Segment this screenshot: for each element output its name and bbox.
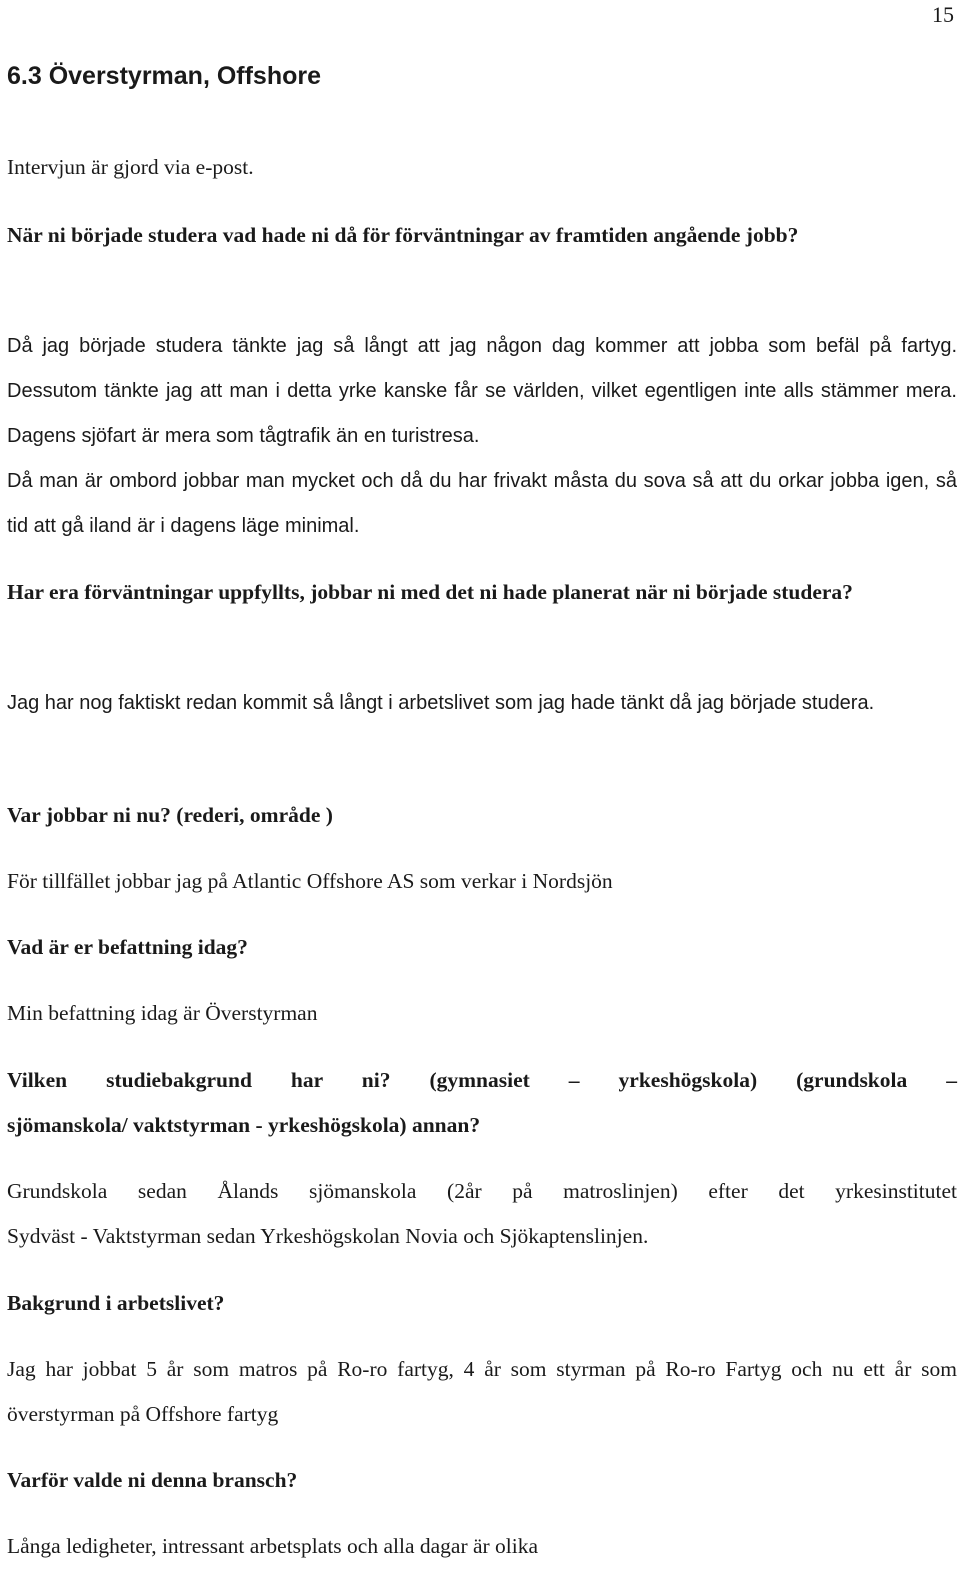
question-why-industry: Varför valde ni denna bransch? bbox=[7, 1468, 298, 1492]
answer-position: Min befattning idag är Överstyrman bbox=[7, 1001, 318, 1025]
question-education-line2: sjömanskola/ vaktstyrman - yrkeshögskola) annan? bbox=[7, 1113, 481, 1137]
question-education-line1: Vilken studiebakgrund har ni? (gymnasiet – yrkeshögskola) (grundskola – bbox=[7, 1068, 957, 1092]
page-number: 15 bbox=[932, 2, 954, 27]
answer-expectations-p1: Då jag började studera tänkte jag så långt att jag någon dag kommer att jobba som befäl på fartyg. Dessutom tänkte jag att man i detta yrke kanske får se världen, vilket egentligen inte alls stämmer mera. Dagens sjöfart är mera som tågtrafik än en turistresa. bbox=[7, 335, 957, 447]
answer-work-background: Jag har jobbat 5 år som matros på Ro-ro fartyg, 4 år som styrman på Ro-ro Fartyg och nu ett år som överstyrman på Offshore fartyg bbox=[7, 1357, 957, 1426]
intro-text: Intervjun är gjord via e-post. bbox=[7, 155, 254, 179]
answer-education-line1: Grundskola sedan Ålands sjömanskola (2år på matroslinjen) efter det yrkesinstitutet bbox=[7, 1179, 957, 1203]
section-heading: 6.3 Överstyrman, Offshore bbox=[7, 62, 322, 90]
question-workplace: Var jobbar ni nu? (rederi, område ) bbox=[7, 803, 333, 827]
answer-education bbox=[7, 1169, 957, 1259]
answer-education-line2: Sydväst - Vaktstyrman sedan Yrkeshögskolan Novia och Sjökaptenslinjen. bbox=[7, 1224, 649, 1248]
question-fulfilled: Har era förväntningar uppfyllts, jobbar ni med det ni hade planerat när ni började studera? bbox=[7, 580, 853, 604]
question-work-background: Bakgrund i arbetslivet? bbox=[7, 1291, 225, 1315]
answer-workplace: För tillfället jobbar jag på Atlantic Offshore AS som verkar i Nordsjön bbox=[7, 869, 613, 893]
answer-fulfilled: Jag har nog faktiskt redan kommit så långt i arbetslivet som jag hade tänkt då jag började studera. bbox=[7, 692, 875, 714]
answer-expectations-p2: Då man är ombord jobbar man mycket och då du har frivakt måsta du sova så att du orkar jobba igen, så tid att gå iland är i dagens läge minimal. bbox=[7, 470, 957, 537]
question-position: Vad är er befattning idag? bbox=[7, 935, 248, 959]
question-education bbox=[7, 1058, 957, 1148]
question-expectations: När ni började studera vad hade ni då för förväntningar av framtiden angående jobb? bbox=[7, 223, 799, 247]
answer-why-industry: Långa ledigheter, intressant arbetsplats och alla dagar är olika bbox=[7, 1534, 539, 1558]
